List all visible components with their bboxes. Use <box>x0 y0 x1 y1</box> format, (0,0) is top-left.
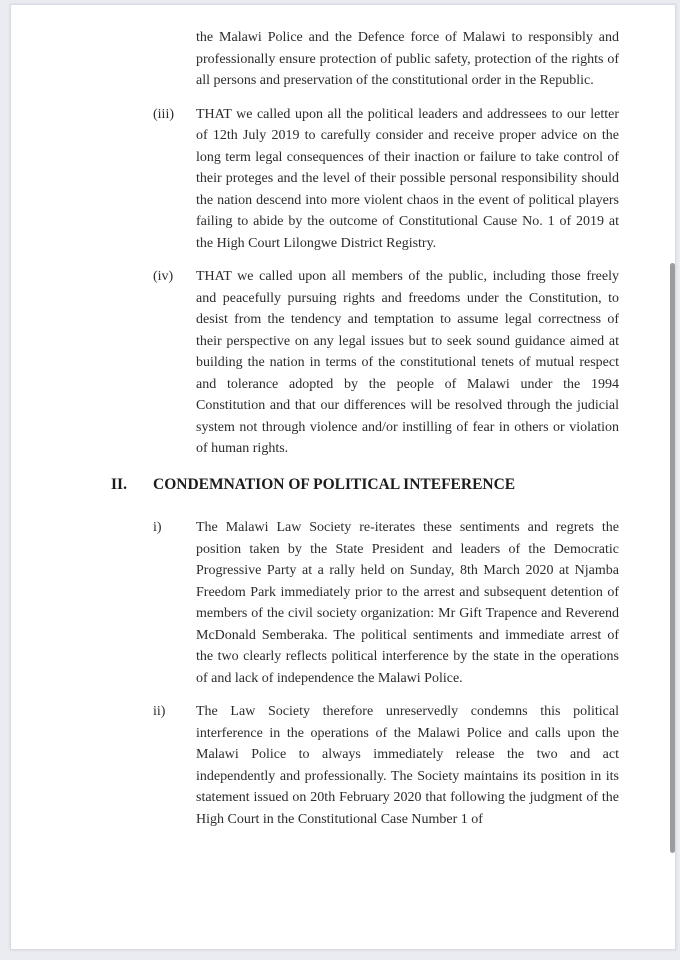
document-content <box>11 5 675 842</box>
sub-item-ii <box>111 701 619 830</box>
section-numeral: II. <box>111 475 127 493</box>
list-marker: ii) <box>153 704 166 719</box>
sub-item-i <box>111 517 619 689</box>
list-marker: (iii) <box>153 106 174 122</box>
list-item-iii <box>111 104 619 255</box>
list-item-text: THAT we called upon all the political leaders and addressees to our letter of 12th July 2019 to carefully consider and receive proper advice on the long term legal consequences of their inaction or failure to take control of their proteges and the level of their possible personal responsibility should the nation descend into more violent chaos in the event of political players failing to abide by the outcome of Constitutional Cause No. 1 of 2019 at the High Court Lilongwe District Registry. <box>196 106 619 251</box>
list-item-iv <box>111 266 619 460</box>
list-marker: i) <box>153 520 162 535</box>
list-marker: (iv) <box>153 269 174 284</box>
section-title: CONDEMNATION OF POLITICAL INTEFERENCE <box>153 475 516 493</box>
document-page <box>10 4 676 950</box>
continuation-paragraph: the Malawi Police and the Defence force of Malawi to responsibly and professionally ensure protection of public safety, protection of the rights of all persons and preservation of the constitutional order in the Republic. <box>196 30 619 88</box>
list-item-text: THAT we called upon all members of the public, including those freely and peacefully pursuing rights and freedoms under the Constitution, to desist from the tendency and temptation to assume legal correctness of their perspective on any legal issues but to seek sound guidance aimed at building the nation in terms of the constitutional tenets of mutual respect and tolerance adopted by the people of Malawi under the 1994 Constitution and that our differences will be resolved through the judicial system not through violence and/or instilling of fear in others or violation of human rights. <box>196 269 619 456</box>
list-item-text: The Law Society therefore unreservedly condemns this political interference in the operations of the Malawi Police and calls upon the Malawi Police to always immediately release the two and act independently and professionally. The Society maintains its position in its statement issued on 20th February 2020 that following the judgment of the High Court in the Constitutional Case Number 1 of <box>196 704 619 827</box>
section-heading <box>111 474 619 496</box>
scrollbar-thumb[interactable] <box>670 263 675 853</box>
list-item-text: The Malawi Law Society re-iterates these sentiments and regrets the position taken by the State President and leaders of the Democratic Progressive Party at a rally held on Sunday, 8th March 2020 at Njamba Freedom Park immediately prior to the arrest and subsequent detention of members of the civil society organization: Mr Gift Trapence and Reverend McDonald Semberaka. The political sentiments and immediate arrest of the two clearly reflects political interference by the state in the operations of and lack of independence the Malawi Police. <box>196 520 619 686</box>
